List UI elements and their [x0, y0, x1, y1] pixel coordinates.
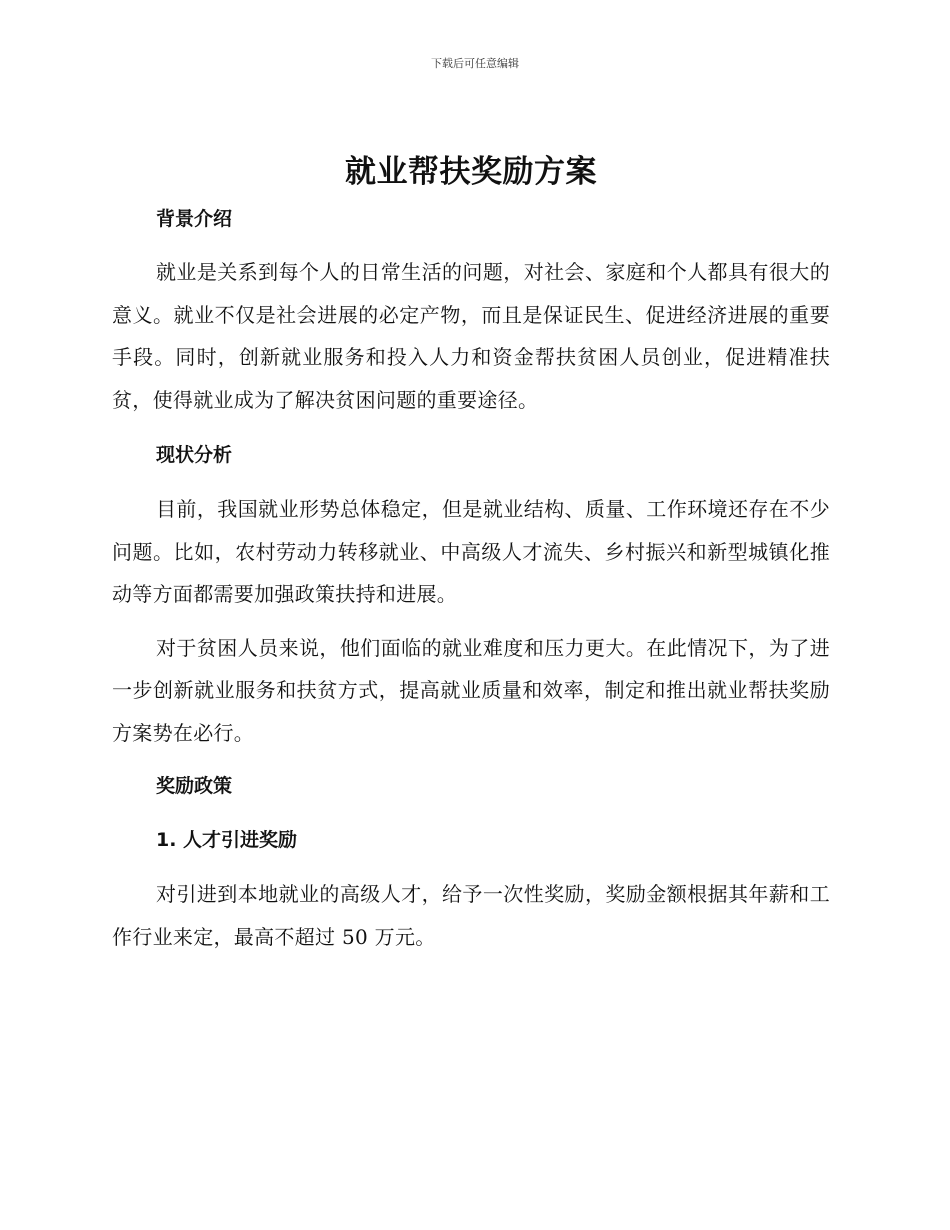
section-heading-policy: 奖励政策 — [156, 775, 233, 797]
section-heading-status: 现状分析 — [156, 444, 233, 466]
paragraph-status-2: 对于贫困人员来说，他们面临的就业难度和压力更大。在此情况下，为了进一步创新就业服务和扶贫方式，提高就业质量和效率，制定和推出就业帮扶奖励方案势在必行。 — [112, 635, 830, 745]
paragraph-talent: 对引进到本地就业的高级人才，给予一次性奖励，奖励金额根据其年薪和工作行业来定，最高不超过 50 万元。 — [112, 882, 830, 949]
section-heading-background: 背景介绍 — [156, 208, 233, 230]
paragraph-status-1: 目前，我国就业形势总体稳定，但是就业结构、质量、工作环境还存在不少问题。比如，农村劳动力转移就业、中高级人才流失、乡村振兴和新型城镇化推动等方面都需要加强政策扶持和进展。 — [112, 497, 830, 606]
subsection-heading-talent: 1. 人才引进奖励 — [156, 829, 298, 851]
paragraph-background: 就业是关系到每个人的日常生活的问题，对社会、家庭和个人都具有很大的意义。就业不仅是社会进展的必定产物，而且是保证民生、促进经济进展的重要手段。同时，创新就业服务和投入人力和资金帮扶贫困人员创业，促进精准扶贫，使得就业成为了解决贫困问题的重要途径。 — [112, 260, 830, 412]
document-title: 就业帮扶奖励方案 — [345, 154, 597, 190]
page-header-note: 下载后可任意编辑 — [431, 57, 519, 70]
document-body — [112, 150, 830, 958]
